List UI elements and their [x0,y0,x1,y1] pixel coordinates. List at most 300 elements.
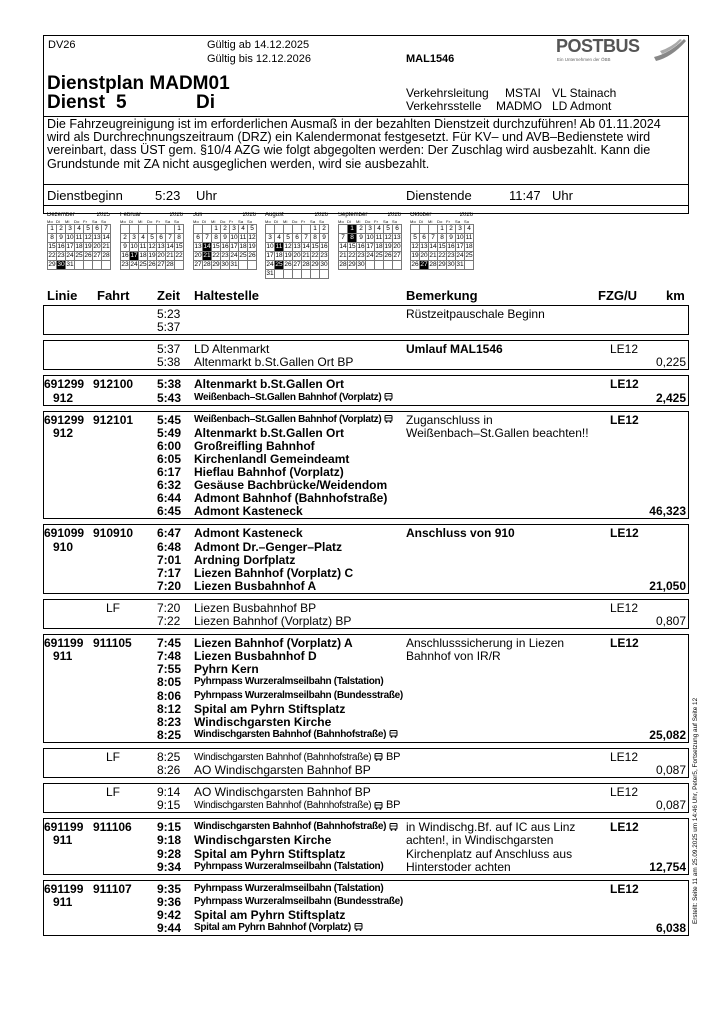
weekday: Di [196,92,215,113]
calendar-day: 21 [203,252,211,259]
fzg-cell: LE12 [610,600,639,615]
calendar-day [393,261,402,270]
calendar-day: 2 [57,225,66,234]
fahrt-cell: 911106 [93,820,132,835]
calendar-day: 17 [130,252,138,259]
haltestelle-cell: Pyhrnpass Wurzeralmseilbahn (Bundesstraße) [194,689,403,701]
weekday-head: Sa [165,219,171,224]
calendar-day: 21 [166,252,174,259]
col-header-fahrt: Fahrt [97,288,130,303]
calendar-day: 21 [302,252,310,259]
calendar-day: 14 [102,234,110,241]
weekday-head: Di [129,219,134,224]
calendar-day: 14 [166,243,174,250]
haltestelle-cell: Spital am Pyhrn Stiftsplatz [194,701,346,716]
calendar-day: 15 [438,243,446,250]
divider [43,205,689,206]
weekday-heads [193,219,257,224]
month-year: 2026 [314,212,328,218]
side-note: Erstellt: Seite 11 am 25.09.2025 um 14:46 Uhr, Peter5, Fortsetzung auf Seite 12 [692,697,699,924]
calendar-day [203,225,212,234]
calendar-day [239,261,248,270]
haltestelle-cell: Liezen Bahnhof (Vorplatz) C [194,565,354,580]
calendar-day: 22 [175,252,183,259]
calendar-day [320,270,329,279]
bemerkung-cell: Bahnhof von IR/R [406,649,501,664]
bemerkung-cell: Anschluss von 910 [406,526,515,541]
weekday-head: Fr [446,219,451,224]
calendar-day [411,225,420,234]
calendar-day: 2 [357,225,366,234]
haltestelle-cell: Windischgarsten Bahnhof (Bahnhofstraße) [194,821,398,832]
calendar-day: 6 [420,234,429,243]
weekday-head: Mi [138,219,143,224]
calendar-day: 12 [248,234,256,241]
weekday-head: Mi [428,219,433,224]
month-header [265,212,328,219]
linie-cell: 912 [53,425,74,440]
calendar-day: 8 [311,234,320,243]
calendar-day: 23 [357,252,365,259]
calendar-day: 21 [102,243,110,250]
fzg-cell: LE12 [610,820,639,835]
haltestelle-cell: Hieflau Bahnhof (Vorplatz) [194,465,344,479]
km-cell: 6,038 [655,921,686,935]
calendar-day: 13 [93,234,101,241]
calendar-day: 1 [438,225,447,234]
zeit-cell: 6:32 [157,478,182,493]
km-cell: 0,087 [655,763,686,777]
calendar-day: 16 [121,252,129,259]
calendar-day: 31 [230,261,238,268]
bemerkung-cell: Weißenbach–St.Gallen beachten!! [406,425,589,440]
haltestelle-cell: Admont Bahnhof (Bahnhofstraße) [194,491,388,506]
calendar-day: 10 [366,234,374,241]
calendar-day: 9 [320,234,329,243]
month-name: Juli [193,212,203,218]
zeit-cell: 8:23 [157,714,182,729]
calendar-day [420,225,429,234]
weekday-head: So [464,219,470,224]
zeit-cell: 9:14 [157,785,181,800]
zeit-cell: 7:55 [157,662,182,677]
weekday-head: Mi [65,219,70,224]
calendar-day: 5 [84,225,93,234]
calendar-day: 21 [429,252,437,259]
calendar-day: 19 [84,243,92,250]
trip-block [43,305,689,335]
calendar-day: 18 [139,252,147,259]
haltestelle-cell: Windischgarsten Bahnhof (Bahnhofstraße) [194,729,398,740]
calendar-day: 12 [148,243,156,250]
end-time: 11:47 [509,188,541,203]
weekday-head: Sa [310,219,316,224]
calendar-month [338,212,402,270]
end-unit: Uhr [552,188,573,203]
calendar-day: 12 [384,234,392,241]
weekday-head: Di [274,219,279,224]
calendar-month [265,212,329,279]
haltestelle-cell: Kirchenlandl Gemeindeamt [194,451,350,466]
fahrt-cell: 911107 [93,881,132,896]
weekday-head: Do [74,219,80,224]
bus-stop-icon [374,802,383,810]
trip-block [43,634,689,743]
calendar-day: 7 [166,234,175,243]
calendar-day: 30 [320,261,328,268]
calendar-day: 23 [121,261,129,268]
calendar-day [465,261,474,270]
zeit-cell: 6:44 [157,491,182,506]
calendar-day: 3 [266,234,275,243]
zeit-cell: 9:18 [157,833,182,848]
haltestelle-cell: Weißenbach–St.Gallen Bahnhof (Vorplatz) [194,414,393,425]
calendar-day: 19 [411,252,419,259]
calendar-day: 1 [311,225,320,234]
calendar-day: 17 [266,252,274,259]
weekday-head: Mo [338,219,344,224]
weekday-head: Mo [265,219,271,224]
calendar-day: 10 [130,243,138,250]
zeit-cell: 7:22 [157,614,181,628]
calendar-day: 7 [203,234,212,243]
calendar-day: 28 [339,261,347,268]
zeit-cell: 6:00 [157,438,182,453]
linie-cell: 691299 [44,377,85,392]
haltestelle-cell: Pyhrn Kern [194,662,259,677]
bus-stop-icon [384,415,393,423]
divider [43,184,689,185]
calendar-day: 9 [221,234,230,243]
calendar-day: 22 [48,252,56,259]
calendar-day: 27 [420,261,428,268]
calendar-day: 10 [266,243,274,250]
col-header-km: km [666,288,685,303]
calendar-day: 14 [429,243,437,250]
weekday-head: Mo [410,219,416,224]
bemerkung-cell: Rüstzeitpauschale Beginn [406,307,545,321]
zeit-cell: 9:15 [157,798,181,813]
weekday-head: Mo [120,219,126,224]
km-cell: 25,082 [649,727,686,742]
weekday-head: Fr [156,219,161,224]
calendar-day: 14 [339,243,347,250]
zeit-cell: 7:20 [157,578,182,593]
calendar-month [120,212,184,270]
zeit-cell: 5:37 [157,320,181,335]
postbus-logo [556,35,686,67]
month-header [47,212,110,219]
calendar-day: 20 [393,243,401,250]
month-name: August [265,212,284,218]
calendar-day: 27 [393,252,401,259]
calendar-day: 4 [275,234,284,243]
calendar-day [102,261,111,270]
calendar-month [193,212,257,270]
calendar-day: 12 [284,243,292,250]
plan-code: DV26 [48,39,76,51]
calendar-day: 4 [239,225,248,234]
zeit-cell: 5:43 [157,390,182,405]
calendar-day: 29 [438,261,446,268]
calendar-day: 25 [139,261,147,268]
zeit-cell: 7:17 [157,565,182,580]
linie-cell: 691099 [44,526,85,541]
calendar-day: 11 [75,234,83,241]
calendar-day: 5 [248,225,257,234]
linie-cell: 691199 [44,820,84,835]
calendar-day: 18 [375,243,383,250]
calendar-day: 19 [248,243,256,250]
calendar-day: 27 [194,261,202,268]
calendar-day: 11 [375,234,383,241]
calendar-day: 9 [57,234,66,243]
vs-label: Verkehrsstelle [406,99,482,113]
fahrt-cell: 912101 [93,412,134,427]
valid-from: Gültig ab 14.12.2025 [207,39,310,51]
calendar-day [175,261,184,270]
calendar-day: 1 [175,225,184,234]
calendar-day: 18 [239,243,247,250]
zeit-cell: 9:42 [157,907,182,922]
calendar-day: 24 [66,252,74,259]
calendar-day: 5 [284,234,293,243]
calendar-day: 19 [284,252,292,259]
calendar-day: 18 [275,252,283,259]
weekday-head: Di [202,219,207,224]
begin-time: 5:23 [155,188,181,203]
vl-label: Verkehrsleitung [406,86,489,100]
halt-suffix: BP [383,750,401,763]
calendar-day: 25 [239,252,247,259]
zeit-cell: 8:06 [157,688,182,703]
haltestelle-cell: Windischgarsten Kirche [194,833,332,848]
calendar-day: 6 [93,225,102,234]
begin-unit: Uhr [196,188,217,203]
calendar-day: 28 [166,261,174,268]
weekday-head: Di [347,219,352,224]
calendar-day: 11 [275,243,283,250]
calendar-day: 3 [130,234,139,243]
km-cell: 0,807 [655,614,686,628]
weekday-head: Sa [383,219,389,224]
fahrt-cell: LF [106,600,121,615]
calendar-day: 25 [275,261,283,268]
calendar-day [130,225,139,234]
calendar-day [293,270,302,279]
zeit-cell: 8:25 [157,727,182,742]
linie-cell: 911 [53,649,73,664]
weekday-head: Di [56,219,61,224]
haltestelle-cell: Pyhrnpass Wurzeralmseilbahn (Bundesstraße) [194,895,403,907]
calendar-day: 9 [121,243,130,252]
haltestelle-cell: Spital am Pyhrn Bahnhof (Vorplatz) [194,922,363,933]
calendar-day: 1 [348,225,357,234]
linie-cell: 911 [53,894,73,909]
calendar-day: 17 [456,243,464,250]
haltestelle-cell: Windischgarsten Kirche [194,714,332,729]
km-cell: 0,087 [655,798,686,813]
month-name: September [338,212,368,218]
month-header [410,212,473,219]
fzg-cell: LE12 [610,881,639,896]
col-header-haltestelle: Haltestelle [194,288,260,303]
calendar-day: 23 [447,252,455,259]
calendar-day: 18 [75,243,83,250]
calendar-day: 6 [393,225,402,234]
calendar-day: 22 [438,252,446,259]
weekday-head: So [319,219,325,224]
calendar-month [47,212,111,270]
calendar-day: 8 [212,234,221,243]
zeit-cell: 8:12 [157,701,182,716]
fzg-cell: LE12 [610,785,639,800]
weekday-head: So [101,219,107,224]
calendar-day: 18 [465,243,473,250]
vs-name: LD Admont [552,99,612,113]
haltestelle-cell: Gesäuse Bachbrücke/Weidendom [194,478,388,493]
calendar-day: 16 [221,243,229,250]
weekday-head: Sa [455,219,461,224]
calendar-day: 10 [456,234,464,241]
calendar-day: 24 [366,252,374,259]
calendar-day: 1 [48,225,57,234]
month-header [120,212,183,219]
calendar-day: 17 [230,243,238,250]
month-name: Dezember [47,212,75,218]
weekday-head: Mi [211,219,216,224]
plan-title: Dienstplan MADM01 [47,73,230,94]
calendar-day: 2 [447,225,456,234]
haltestelle-cell: Ardning Dorfplatz [194,552,296,567]
calendar-day: 22 [212,252,220,259]
calendar-day: 28 [429,261,437,268]
calendar-month [410,212,474,270]
calendar-day: 8 [438,234,447,243]
calendar-day [148,225,157,234]
haltestelle-cell: Weißenbach–St.Gallen Bahnhof (Vorplatz) [194,392,393,403]
fahrt-cell: 911105 [93,636,132,651]
calendar-day: 15 [348,243,356,250]
calendar-day: 30 [357,261,365,268]
fahrt-cell: 912100 [93,377,134,392]
weekday-heads [410,219,474,224]
zeit-cell: 6:47 [157,526,182,541]
zeit-cell: 6:45 [157,504,182,519]
weekday-head: Sa [92,219,98,224]
zeit-cell: 9:35 [157,881,182,896]
fahrt-cell: LF [106,749,121,764]
zeit-cell: 7:45 [157,636,182,651]
weekday-head: So [392,219,398,224]
calendar-day: 16 [57,243,65,250]
calendar-day: 27 [93,252,101,259]
valid-to: Gültig bis 12.12.2026 [207,53,311,65]
calendar-day: 17 [66,243,74,250]
umlauf-code: MAL1546 [406,53,455,65]
calendar-day [275,270,284,279]
calendar-day: 20 [420,252,428,259]
calendar-day: 8 [175,234,184,243]
haltestelle-cell: AO Windischgarsten Bahnhof BP [194,763,371,777]
weekday-head: Do [147,219,153,224]
month-name: Februar [120,212,142,218]
vl-code: MSTAI [505,86,541,100]
bemerkung-cell: achten!, in Windischgarsten [406,833,554,848]
calendar-day: 28 [102,252,110,259]
weekday-heads [120,219,184,224]
calendar-day: 20 [293,252,301,259]
calendar-day: 11 [239,234,247,241]
calendar-day: 16 [320,243,328,250]
calendar-day [293,225,302,234]
weekday-head: Do [220,219,226,224]
calendar-day: 30 [221,261,229,268]
zeit-cell: 8:25 [157,749,181,764]
calendar-day: 14 [302,243,310,250]
calendar-day: 4 [375,225,384,234]
calendar-day: 19 [384,243,392,250]
calendar-day [302,225,311,234]
zeit-cell: 5:45 [157,412,182,427]
month-name: Oktober [410,212,432,218]
haltestelle-cell: Liezen Busbahnhof BP [194,600,317,615]
calendar-day: 24 [456,252,464,259]
haltestelle-cell: Liezen Busbahnhof A [194,578,317,593]
calendar-day [275,225,284,234]
calendar-day: 7 [429,234,438,243]
haltestelle-cell: Liezen Busbahnhof D [194,649,317,664]
month-year: 2026 [387,212,401,218]
col-header-bemerkung: Bemerkung [406,288,478,303]
calendar-day: 26 [248,252,256,259]
calendar-day: 10 [230,234,238,241]
vl-name: VL Stainach [552,86,617,100]
weekday-heads [265,219,329,224]
calendar-day [93,261,102,270]
haltestelle-cell: Spital am Pyhrn Stiftsplatz [194,846,346,861]
calendar-day: 6 [293,234,302,243]
weekday-head: Mo [193,219,199,224]
begin-label: Dienstbeginn [47,188,123,203]
calendar-day: 7 [302,234,311,243]
bemerkung-cell: Zuganschluss in [406,412,493,427]
calendar-day: 9 [357,234,366,243]
haltestelle-cell: Großreifling Bahnhof [194,438,315,453]
weekday-head: Do [437,219,443,224]
calendar-day [84,261,93,270]
km-cell: 21,050 [649,578,686,593]
calendar-day: 26 [411,261,419,268]
zeit-cell: 9:34 [157,859,182,874]
calendar-day: 30 [447,261,455,268]
month-header [193,212,256,219]
bus-stop-icon [389,823,398,831]
calendar-day: 4 [75,225,84,234]
calendar-day [384,261,393,270]
calendar-day: 15 [212,243,220,250]
haltestelle-cell: Admont Dr.–Genger–Platz [194,539,343,554]
haltestelle-cell: AO Windischgarsten Bahnhof BP [194,785,371,800]
calendar-day: 13 [393,234,401,241]
calendar-day: 31 [66,261,74,268]
halt-suffix: BP [383,799,401,812]
weekday-head: Fr [229,219,234,224]
calendar-day [284,225,293,234]
calendar-day [302,270,311,279]
haltestelle-cell: Pyhrnpass Wurzeralmseilbahn (Talstation) [194,882,384,894]
fzg-cell: LE12 [610,636,639,651]
